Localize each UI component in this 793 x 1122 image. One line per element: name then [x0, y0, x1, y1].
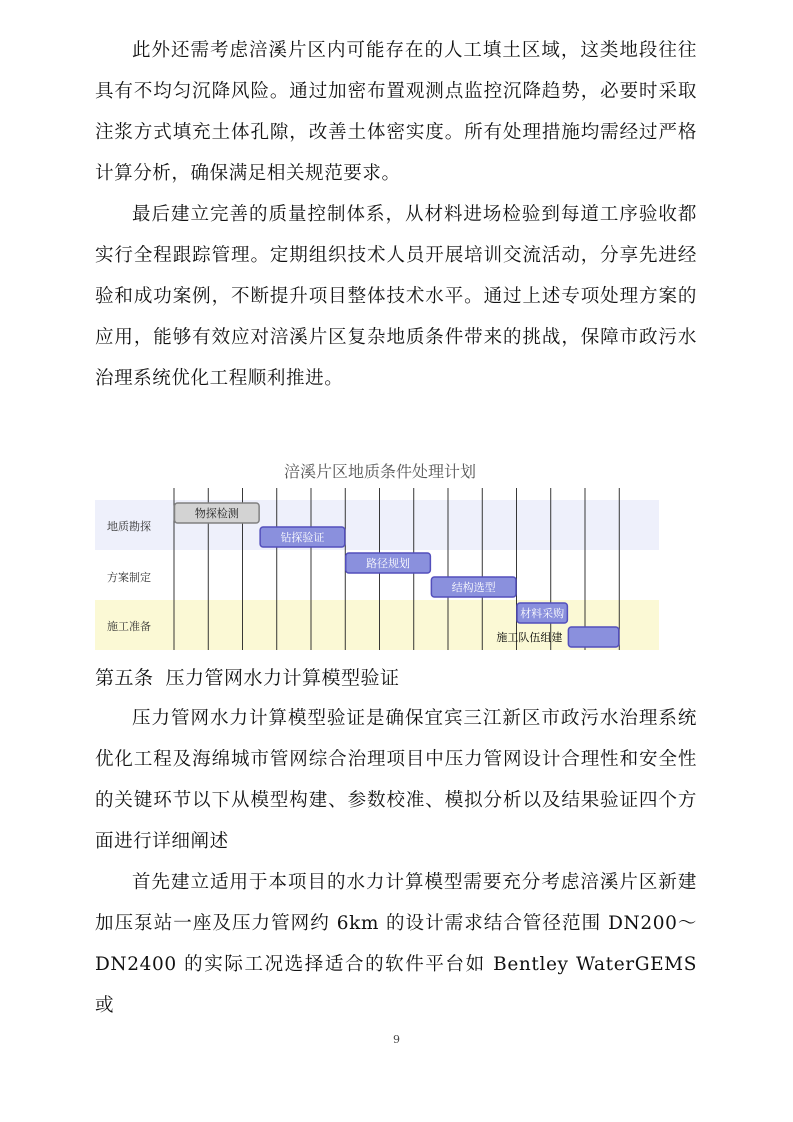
- page-number: 9: [393, 1033, 400, 1046]
- article-title: 压力管网水力计算模型验证: [165, 667, 400, 689]
- gantt-chart: [95, 455, 661, 653]
- section-heading: [95, 660, 400, 696]
- task-label: 材料采购: [520, 607, 565, 620]
- task-label: 物探检测: [194, 507, 239, 520]
- section-label-preparation: 施工准备: [107, 620, 151, 633]
- task-label: 施工队伍组建: [496, 631, 563, 644]
- section-label-survey: 地质勘探: [107, 520, 151, 533]
- body-paragraph-1: 此外还需考虑涪溪片区内可能存在的人工填土区域，这类地段往往具有不均匀沉降风险。通过加密布置观测点监控沉降趋势，必要时采取注浆方式填充土体孔隙，改善土体密实度。所有处理措施均需经过严格计算分析，确保满足相关规范要求。: [95, 40, 697, 184]
- body-paragraph-3: 压力管网水力计算模型验证是确保宜宾三江新区市政污水治理系统优化工程及海绵城市管网综合治理项目中压力管网设计合理性和安全性的关键环节以下从模型构建、参数校准、模拟分析以及结果验证四个方面进行详细阐述: [95, 708, 697, 852]
- task-bar: [568, 627, 618, 647]
- body-paragraph-2: 最后建立完善的质量控制体系，从材料进场检验到每道工序验收都实行全程跟踪管理。定期组织技术人员开展培训交流活动，分享先进经验和成功案例，不断提升项目整体技术水平。通过上述专项处理方案的应用，能够有效应对涪溪片区复杂地质条件带来的挑战，保障市政污水治理系统优化工程顺利推进。: [95, 204, 697, 389]
- task-label: 结构选型: [451, 581, 496, 594]
- section-label-planning: 方案制定: [107, 571, 151, 584]
- task-label: 路径规划: [366, 557, 411, 570]
- chart-title: 涪溪片区地质条件处理计划: [283, 462, 477, 481]
- article-number: 第五条: [95, 667, 154, 689]
- body-paragraph-4: 首先建立适用于本项目的水力计算模型需要充分考虑涪溪片区新建加压泵站一座及压力管网约 6km 的设计需求结合管径范围 DN200～DN2400 的实际工况选择适合的软件平台如 Bentley WaterGEMS 或: [95, 872, 697, 1016]
- task-label: 钻探验证: [280, 531, 325, 544]
